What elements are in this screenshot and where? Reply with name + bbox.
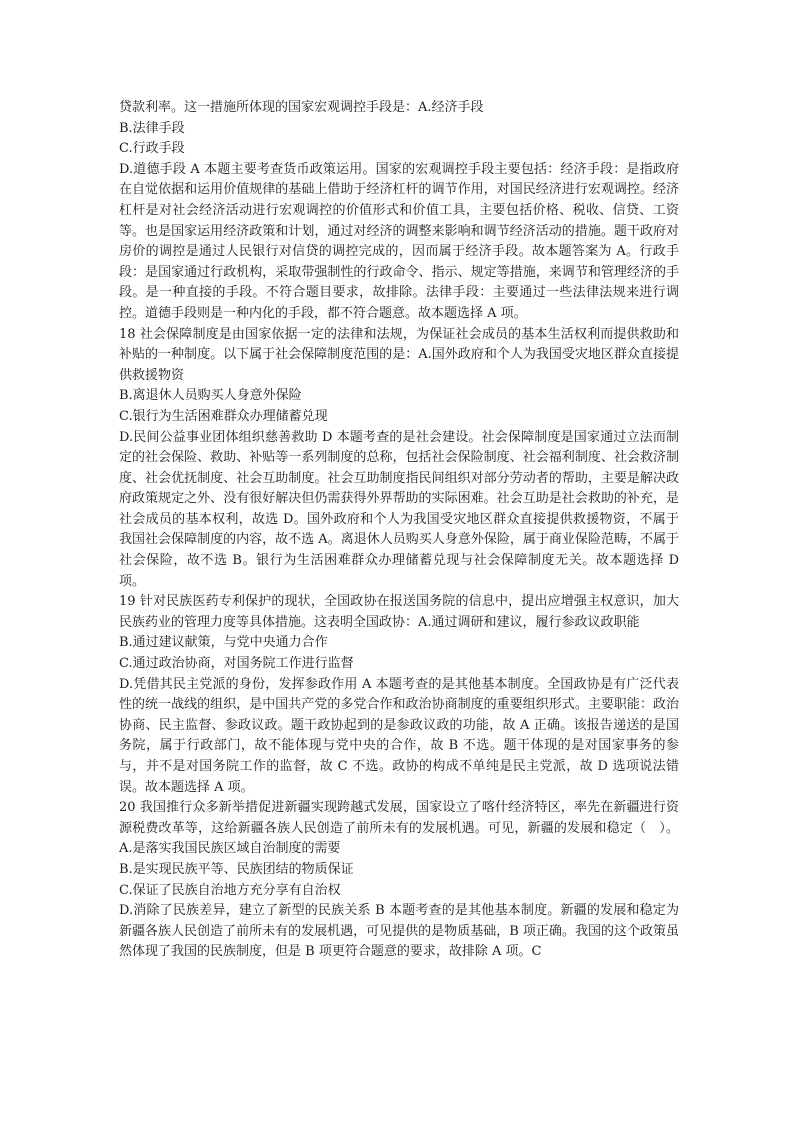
question-19-option-b: B.通过建议献策，与党中央通力合作 [119,635,328,651]
question-19-option-c: C.通过政治协商，对国务院工作进行监督 [119,656,354,672]
question-18-option-b: B.离退休人员购买人身意外保险 [119,388,302,404]
document-page [119,98,679,963]
question-17-option-c: C.行政手段 [119,141,185,157]
question-17-option-d-explanation: D.道德手段 A 本题主要考查货币政策运用。国家的宏观调控手段主要包括：经济手段：是指政府在自觉依据和运用价值规律的基础上借助于经济杠杆的调节作用，对国民经济进行宏观调控。经济杠杆是对社会经济活动进行宏观调控的价值形式和价值工具，主要包括价格、税收、信贷、工资等。也是国家运用经济政策和计划，通过对经济的调整来影响和调节经济活动的措施。题干政府对房价的调控是通过人民银行对信贷的调控完成的，因而属于经济手段。故本题答案为 A。行政手段：是国家通过行政机构，采取带强制性的行政命令、指示、规定等措施，来调节和管理经济的手段。是一种直接的手段。不符合题目要求，故排除。法律手段：主要通过一些法律法规来进行调控。道德手段则是一种内化的手段，都不符合题意。故本题选择 A 项。 [119,161,679,321]
question-19-option-d-explanation: D.凭借其民主党派的身份，发挥参政作用 A 本题考查的是其他基本制度。全国政协是有广泛代表性的统一战线的组织，是中国共产党的多党合作和政治协商制度的重要组织形式。主要职能：政治协商、民主监督、参政议政。题干政协起到的是参政议政的功能，故 A 正确。该报告递送的是国务院，属于行政部门，故不能体现与党中央的合作，故 B 不选。题干体现的是对国家事务的参与，并不是对国务院工作的监督，故 C 不选。政协的构成不单纯是民主党派，故 D 选项说法错误。故本题选择 A 项。 [119,676,679,795]
question-20-option-d-explanation: D.消除了民族差异，建立了新型的民族关系 B 本题考查的是其他基本制度。新疆的发展和稳定为新疆各族人民创造了前所未有的发展机遇，可见提供的是物质基础，B 项正确。我国的这个政策虽然体现了我国的民族制度，但是 B 项更符合题意的要求，故排除 A 项。C [119,903,679,960]
question-18-stem: 18 社会保障制度是由国家依据一定的法律和法规，为保证社会成员的基本生活权利而提供救助和补贴的一种制度。以下属于社会保障制度范围的是：A.国外政府和个人为我国受灾地区群众直接提供救援物资 [119,326,679,383]
question-19-stem: 19 针对民族医药专利保护的现状，全国政协在报送国务院的信息中，提出应增强主权意识，加大民族药业的管理力度等具体措施。这表明全国政协：A.通过调研和建议，履行参政议政职能 [119,594,679,630]
question-20-option-b: B.是实现民族平等、民族团结的物质保证 [119,861,354,877]
question-18-option-c: C.银行为生活困难群众办理储蓄兑现 [119,408,328,424]
question-17-stem-end: 贷款利率。这一措施所体现的国家宏观调控手段是：A.经济手段 [119,100,484,115]
question-20-option-c: C.保证了民族自治地方充分享有自治权 [119,882,341,898]
question-20-stem: 20 我国推行众多新举措促进新疆实现跨越式发展，国家设立了喀什经济特区，率先在新疆进行资源税费改革等，这给新疆各族人民创造了前所未有的发展机遇。可见，新疆的发展和稳定（ ）。A.是落实我国民族区域自治制度的需要 [119,800,679,857]
question-18-option-d-explanation: D.民间公益事业团体组织慈善救助 D 本题考查的是社会建设。社会保障制度是国家通过立法而制定的社会保险、救助、补贴等一系列制度的总称，包括社会保险制度、社会福利制度、社会救济制度、社会优抚制度、社会互助制度。社会互助制度指民间组织对部分劳动者的帮助，主要是解决政府政策规定之外、没有很好解决但仍需获得外界帮助的实际困难。社会互助是社会救助的补充，是社会成员的基本权利，故选 D。国外政府和个人为我国受灾地区群众直接提供救援物资，不属于我国社会保障制度的内容，故不选 A。离退休人员购买人身意外保险，属于商业保险范畴，不属于社会保险，故不选 B。银行为生活困难群众办理储蓄兑现与社会保障制度无关。故本题选择 D 项。 [119,429,679,589]
question-17-option-b: B.法律手段 [119,120,185,136]
